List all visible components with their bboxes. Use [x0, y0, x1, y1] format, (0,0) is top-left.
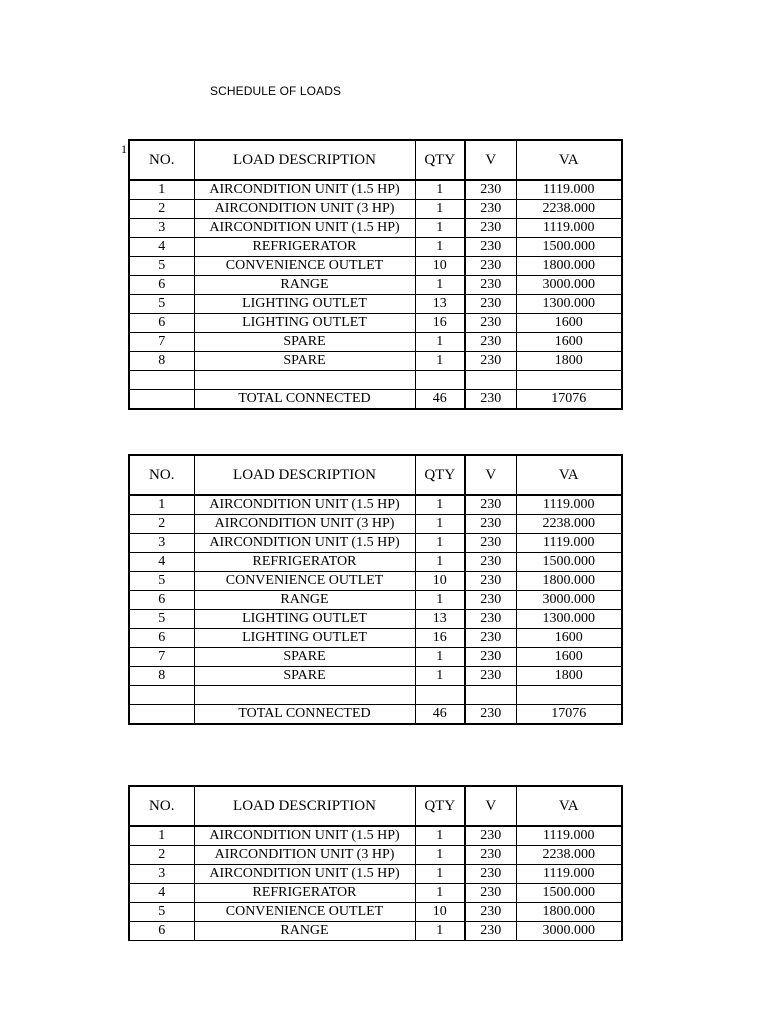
table-row — [129, 534, 622, 553]
cell-description: CONVENIENCE OUTLET — [194, 903, 415, 922]
load-schedule-table-1 — [128, 139, 623, 410]
table-header-row — [129, 455, 622, 495]
cell-va: 2238.000 — [516, 846, 622, 865]
cell-description: AIRCONDITION UNIT (1.5 HP) — [194, 534, 415, 553]
cell-va: 2238.000 — [516, 515, 622, 534]
cell-qty: 1 — [415, 922, 465, 941]
cell-va: 1119.000 — [516, 219, 622, 238]
cell-qty: 1 — [415, 276, 465, 295]
table-row — [129, 648, 622, 667]
cell-no: 7 — [129, 648, 194, 667]
table-row — [129, 295, 622, 314]
cell-description: AIRCONDITION UNIT (1.5 HP) — [194, 180, 415, 200]
cell-v: 230 — [465, 591, 516, 610]
table-row — [129, 257, 622, 276]
cell-va: 1800 — [516, 352, 622, 371]
cell-no: 1 — [129, 180, 194, 200]
cell-va: 1600 — [516, 333, 622, 352]
cell-va: 3000.000 — [516, 276, 622, 295]
header-no: NO. — [129, 455, 194, 495]
cell-va: 2238.000 — [516, 200, 622, 219]
cell-va: 1119.000 — [516, 180, 622, 200]
total-v: 230 — [465, 705, 516, 725]
cell-no: 3 — [129, 219, 194, 238]
cell-no: 2 — [129, 846, 194, 865]
cell-no: 5 — [129, 257, 194, 276]
header-qty: QTY — [415, 786, 465, 826]
cell-description: AIRCONDITION UNIT (1.5 HP) — [194, 495, 415, 515]
cell-qty: 1 — [415, 865, 465, 884]
cell-v: 230 — [465, 180, 516, 200]
cell-description: LIGHTING OUTLET — [194, 295, 415, 314]
total-row — [129, 390, 622, 410]
cell-description: AIRCONDITION UNIT (3 HP) — [194, 200, 415, 219]
cell-qty: 1 — [415, 495, 465, 515]
header-v: V — [465, 786, 516, 826]
cell-description: CONVENIENCE OUTLET — [194, 257, 415, 276]
cell-no: 5 — [129, 572, 194, 591]
cell-v: 230 — [465, 610, 516, 629]
cell-no: 7 — [129, 333, 194, 352]
cell-v: 230 — [465, 922, 516, 941]
header-qty: QTY — [415, 455, 465, 495]
cell-va: 3000.000 — [516, 591, 622, 610]
cell-qty: 1 — [415, 826, 465, 846]
cell-qty: 16 — [415, 314, 465, 333]
cell-description: AIRCONDITION UNIT (1.5 HP) — [194, 826, 415, 846]
cell-va: 1119.000 — [516, 826, 622, 846]
cell-v: 230 — [465, 352, 516, 371]
header-va: VA — [516, 455, 622, 495]
total-v: 230 — [465, 390, 516, 410]
header-description: LOAD DESCRIPTION — [194, 140, 415, 180]
cell-v: 230 — [465, 629, 516, 648]
cell-v: 230 — [465, 865, 516, 884]
cell-va: 1500.000 — [516, 884, 622, 903]
cell-qty: 13 — [415, 295, 465, 314]
cell-no: 8 — [129, 352, 194, 371]
cell-qty: 1 — [415, 553, 465, 572]
cell-v: 230 — [465, 333, 516, 352]
cell-description: LIGHTING OUTLET — [194, 610, 415, 629]
header-v: V — [465, 455, 516, 495]
header-no: NO. — [129, 140, 194, 180]
cell-description: REFRIGERATOR — [194, 238, 415, 257]
cell-va: 1500.000 — [516, 238, 622, 257]
cell-no: 6 — [129, 276, 194, 295]
table-row — [129, 629, 622, 648]
cell-no: 4 — [129, 238, 194, 257]
cell-no: 6 — [129, 629, 194, 648]
cell-qty: 13 — [415, 610, 465, 629]
total-no — [129, 705, 194, 725]
cell-va: 1800.000 — [516, 257, 622, 276]
cell-no: 5 — [129, 295, 194, 314]
cell-description: REFRIGERATOR — [194, 884, 415, 903]
load-schedule-table-3 — [128, 785, 623, 941]
total-va: 17076 — [516, 390, 622, 410]
cell-description: SPARE — [194, 333, 415, 352]
table-row — [129, 495, 622, 515]
cell-va: 1300.000 — [516, 295, 622, 314]
cell-description: LIGHTING OUTLET — [194, 629, 415, 648]
cell-v: 230 — [465, 826, 516, 846]
table-row — [129, 846, 622, 865]
cell-no: 3 — [129, 865, 194, 884]
cell-description: CONVENIENCE OUTLET — [194, 572, 415, 591]
cell-v: 230 — [465, 515, 516, 534]
cell-va: 1800 — [516, 667, 622, 686]
cell-v: 230 — [465, 219, 516, 238]
table-row — [129, 903, 622, 922]
load-schedule-table-2 — [128, 454, 623, 725]
cell-description: RANGE — [194, 276, 415, 295]
cell-description: LIGHTING OUTLET — [194, 314, 415, 333]
cell-v: 230 — [465, 276, 516, 295]
cell-description: AIRCONDITION UNIT (1.5 HP) — [194, 219, 415, 238]
table-row — [129, 352, 622, 371]
cell-qty: 1 — [415, 515, 465, 534]
cell-no: 6 — [129, 314, 194, 333]
cell-v: 230 — [465, 648, 516, 667]
cell-no: 5 — [129, 610, 194, 629]
table-row — [129, 572, 622, 591]
cell-no: 2 — [129, 200, 194, 219]
cell-qty: 16 — [415, 629, 465, 648]
cell-v: 230 — [465, 495, 516, 515]
cell-no: 2 — [129, 515, 194, 534]
table-header-row — [129, 140, 622, 180]
total-no — [129, 390, 194, 410]
blank-row — [129, 371, 622, 390]
table-row — [129, 922, 622, 941]
cell-description: AIRCONDITION UNIT (3 HP) — [194, 515, 415, 534]
cell-v: 230 — [465, 238, 516, 257]
cell-description: AIRCONDITION UNIT (3 HP) — [194, 846, 415, 865]
header-va: VA — [516, 140, 622, 180]
cell-va: 1300.000 — [516, 610, 622, 629]
cell-qty: 1 — [415, 180, 465, 200]
cell-no: 3 — [129, 534, 194, 553]
table-header-row — [129, 786, 622, 826]
cell-va: 1119.000 — [516, 865, 622, 884]
cell-qty: 10 — [415, 572, 465, 591]
cell-qty: 1 — [415, 534, 465, 553]
cell-v: 230 — [465, 314, 516, 333]
cell-description: REFRIGERATOR — [194, 553, 415, 572]
cell-va: 1600 — [516, 648, 622, 667]
header-no: NO. — [129, 786, 194, 826]
header-v: V — [465, 140, 516, 180]
cell-no: 4 — [129, 884, 194, 903]
cell-va: 1500.000 — [516, 553, 622, 572]
cell-va: 1600 — [516, 629, 622, 648]
cell-qty: 1 — [415, 846, 465, 865]
total-row — [129, 705, 622, 725]
cell-qty: 1 — [415, 333, 465, 352]
cell-qty: 1 — [415, 352, 465, 371]
cell-v: 230 — [465, 534, 516, 553]
table-row — [129, 180, 622, 200]
cell-description: AIRCONDITION UNIT (1.5 HP) — [194, 865, 415, 884]
table-row — [129, 200, 622, 219]
cell-no: 1 — [129, 826, 194, 846]
cell-qty: 10 — [415, 903, 465, 922]
total-va: 17076 — [516, 705, 622, 725]
cell-va: 3000.000 — [516, 922, 622, 941]
table-row — [129, 553, 622, 572]
cell-qty: 1 — [415, 667, 465, 686]
cell-no: 8 — [129, 667, 194, 686]
cell-no: 5 — [129, 903, 194, 922]
cell-v: 230 — [465, 846, 516, 865]
total-qty: 46 — [415, 390, 465, 410]
cell-v: 230 — [465, 572, 516, 591]
cell-va: 1119.000 — [516, 534, 622, 553]
cell-qty: 1 — [415, 591, 465, 610]
table-row — [129, 610, 622, 629]
cell-va: 1800.000 — [516, 903, 622, 922]
page-mark: 1 — [121, 142, 127, 156]
header-description: LOAD DESCRIPTION — [194, 455, 415, 495]
cell-description: SPARE — [194, 352, 415, 371]
cell-va: 1119.000 — [516, 495, 622, 515]
cell-v: 230 — [465, 553, 516, 572]
cell-description: SPARE — [194, 667, 415, 686]
cell-v: 230 — [465, 884, 516, 903]
table-row — [129, 884, 622, 903]
cell-no: 6 — [129, 922, 194, 941]
total-label: TOTAL CONNECTED — [194, 390, 415, 410]
cell-qty: 1 — [415, 219, 465, 238]
cell-v: 230 — [465, 903, 516, 922]
cell-no: 6 — [129, 591, 194, 610]
cell-qty: 10 — [415, 257, 465, 276]
table-row — [129, 591, 622, 610]
cell-qty: 1 — [415, 648, 465, 667]
cell-no: 1 — [129, 495, 194, 515]
table-row — [129, 515, 622, 534]
cell-va: 1800.000 — [516, 572, 622, 591]
blank-row — [129, 686, 622, 705]
cell-no: 4 — [129, 553, 194, 572]
table-row — [129, 333, 622, 352]
cell-qty: 1 — [415, 200, 465, 219]
table-row — [129, 219, 622, 238]
header-qty: QTY — [415, 140, 465, 180]
header-description: LOAD DESCRIPTION — [194, 786, 415, 826]
cell-description: RANGE — [194, 591, 415, 610]
table-row — [129, 238, 622, 257]
cell-qty: 1 — [415, 884, 465, 903]
cell-va: 1600 — [516, 314, 622, 333]
table-row — [129, 667, 622, 686]
cell-qty: 1 — [415, 238, 465, 257]
table-row — [129, 865, 622, 884]
table-row — [129, 314, 622, 333]
document-title: SCHEDULE OF LOADS — [210, 84, 342, 98]
cell-v: 230 — [465, 295, 516, 314]
cell-v: 230 — [465, 257, 516, 276]
cell-description: RANGE — [194, 922, 415, 941]
table-row — [129, 276, 622, 295]
table-row — [129, 826, 622, 846]
cell-v: 230 — [465, 200, 516, 219]
cell-description: SPARE — [194, 648, 415, 667]
total-label: TOTAL CONNECTED — [194, 705, 415, 725]
cell-v: 230 — [465, 667, 516, 686]
total-qty: 46 — [415, 705, 465, 725]
header-va: VA — [516, 786, 622, 826]
